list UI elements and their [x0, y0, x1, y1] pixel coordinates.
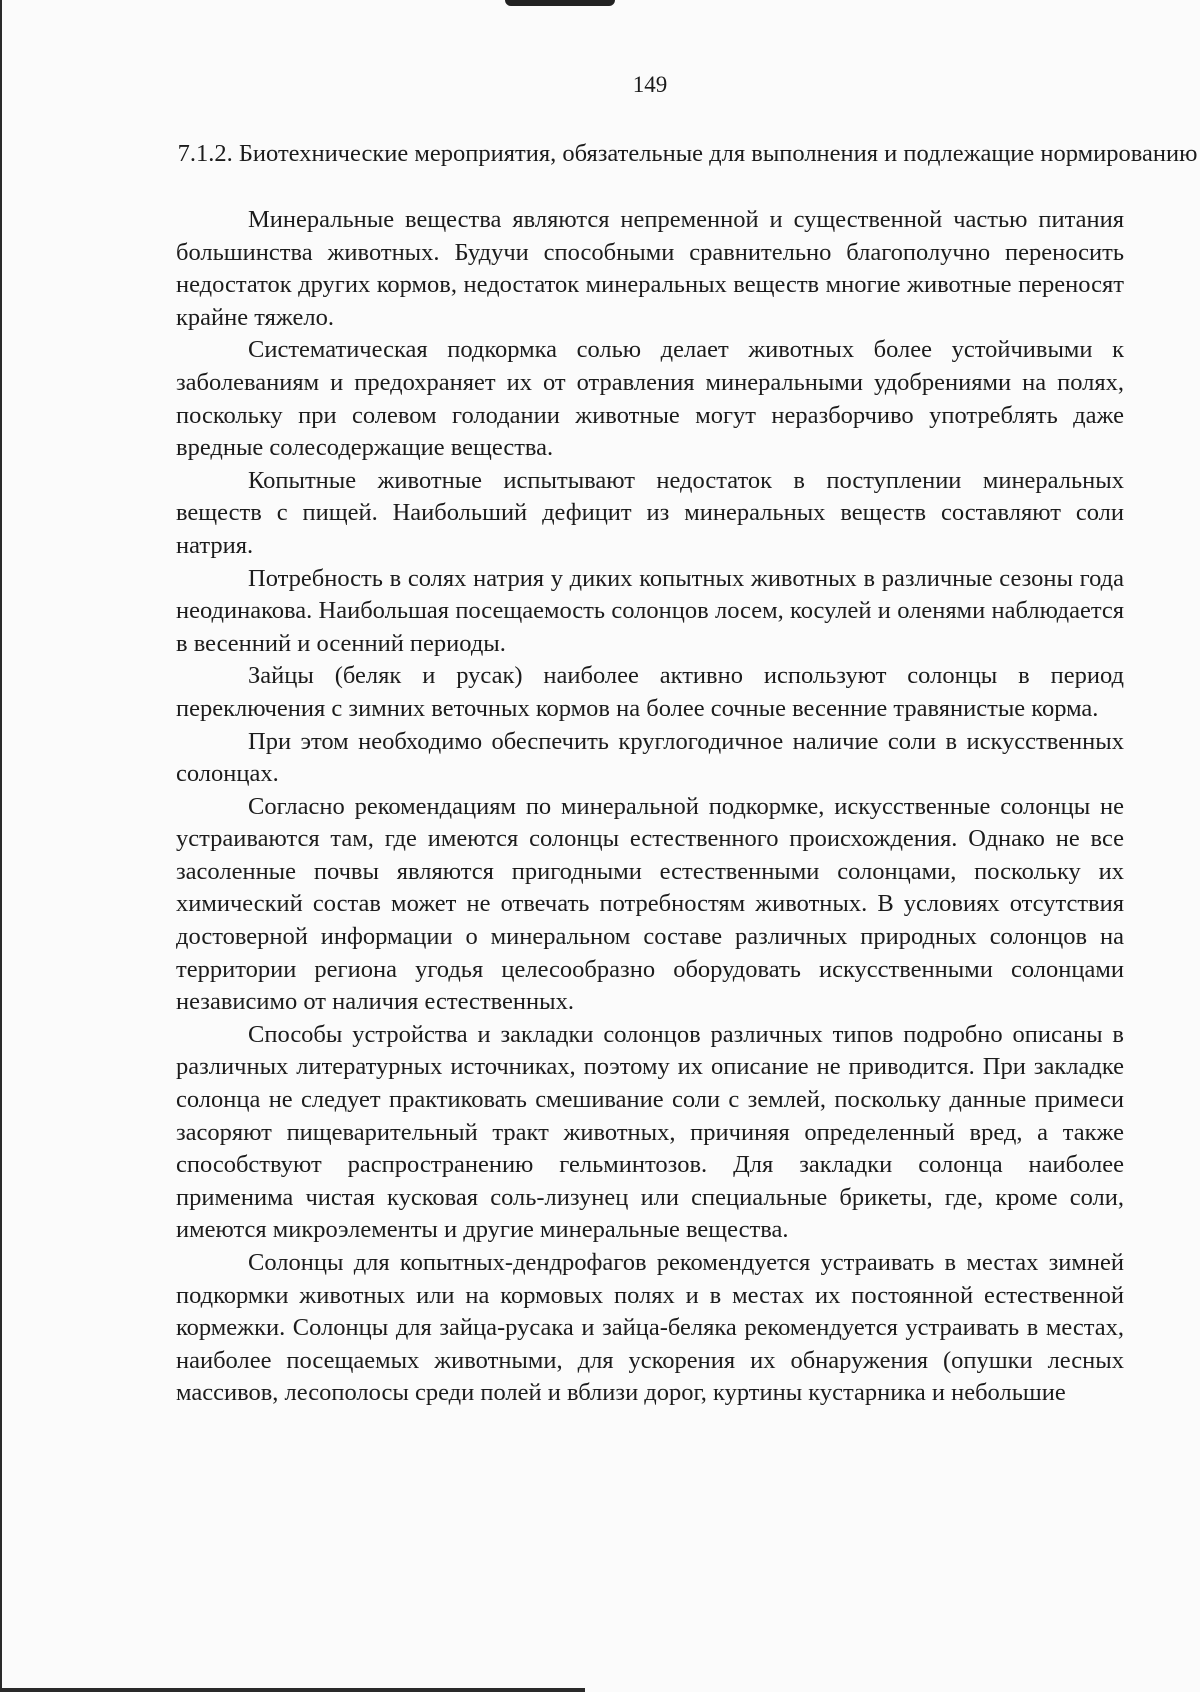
- page-number: 149: [632, 72, 668, 97]
- scan-edge: [0, 0, 2, 1692]
- scan-edge: [0, 1688, 585, 1692]
- paragraph: Зайцы (беляк и русак) наиболее активно используют солонцы в период переключения с зимних веточных кормов на более сочные весенние травянистые корма.: [176, 662, 1124, 722]
- paragraph: Систематическая подкормка солью делает животных более устойчивыми к заболеваниям и предохраняет их от отравления минеральными удобрениями на полях, поскольку при солевом голодании животные могут неразборчиво употреблять даже вредные солесодержащие вещества.: [176, 336, 1124, 462]
- paragraph: Солонцы для копытных-дендрофагов рекомендуется устраивать в местах зимней подкормки животных или на кормовых полях и в местах их постоянной естественной кормежки. Солонцы для зайца-русака и зайца-беляка рекомендуется устраивать в местах, наиболее посещаемых животными, для ускорения их обнаружения (опушки лесных массивов, лесополосы среди полей и вблизи дорог, куртины кустарника и небольшие: [176, 1249, 1124, 1407]
- paragraph: При этом необходимо обеспечить круглогодичное наличие соли в искусственных солонцах.: [176, 727, 1124, 788]
- body-text: [176, 204, 1124, 1410]
- paragraph: Копытные животные испытывают недостаток в поступлении минеральных веществ с пищей. Наибольший дефицит из минеральных веществ составляют соли натрия.: [176, 466, 1124, 559]
- scan-artifact: [505, 0, 615, 6]
- paragraph: Согласно рекомендациям по минеральной подкормке, искусственные солонцы не устраиваются там, где имеются солонцы естественного происхождения. Однако не все засоленные почвы являются пригодными естественными солонцами, поскольку их химический состав может не отвечать потребностям животных. В условиях отсутствия достоверной информации о минеральном составе различных природных солонцов на территории региона угодья целесообразно оборудовать искусственными солонцами независимо от наличия естественных.: [176, 792, 1124, 1016]
- paragraph: Способы устройства и закладки солонцов различных типов подробно описаны в различных литературных источниках, поэтому их описание не приводится. При закладке солонца не следует практиковать смешивание соли с землей, поскольку данные примеси засоряют пищеварительный тракт животных, причиняя определенный вред, а также способствуют распространению гельминтозов. Для закладки солонца наиболее применима чистая кусковая соль-лизунец или специальные брикеты, где, кроме соли, имеются микроэлементы и другие минеральные вещества.: [176, 1020, 1124, 1244]
- paragraph: Минеральные вещества являются непременной и существенной частью питания большинства животных. Будучи способными сравнительно благополучно переносить недостаток других кормов, недостаток минеральных веществ многие животные переносят крайне тяжело.: [176, 206, 1124, 331]
- section-heading: 7.1.2. Биотехнические мероприятия, обязательные для выполнения и подлежащие нормированию: [177, 140, 1198, 167]
- paragraph: Потребность в солях натрия у диких копытных животных в различные сезоны года неодинакова. Наибольшая посещаемость солонцов лосем, косулей и оленями наблюдается в весенний и осенний периоды.: [176, 564, 1124, 657]
